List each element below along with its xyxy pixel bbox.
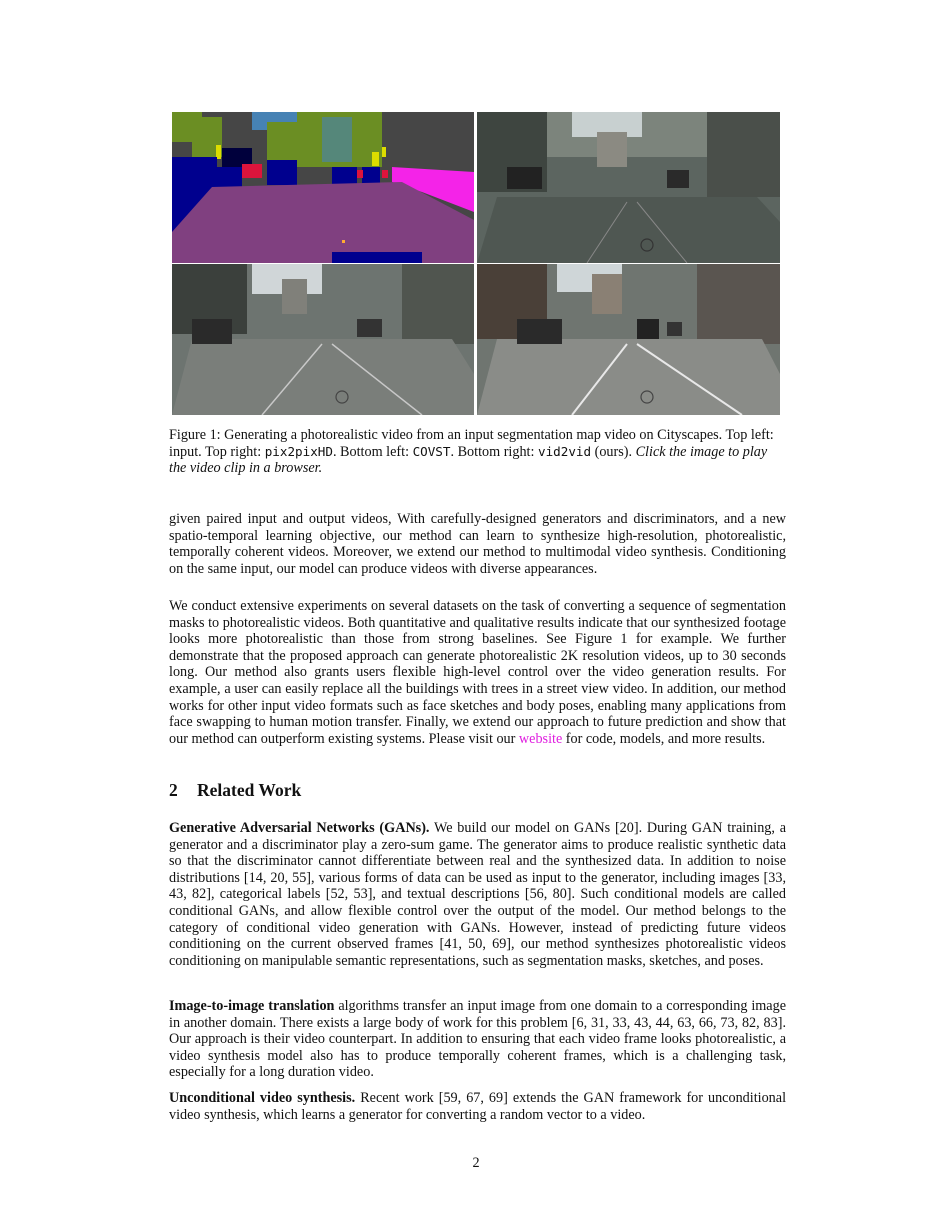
website-link[interactable]: website <box>518 730 563 747</box>
method-covst: COVST <box>412 443 451 459</box>
segmentation-input-panel[interactable] <box>172 112 474 263</box>
related-uvs-paragraph: Unconditional video synthesis. Recent work [59, 67, 69] extends the GAN framework for unconditional video synthesis, which learns a generator for converting a random vector to a video. <box>169 1090 787 1123</box>
page-number: 2 <box>472 1155 480 1171</box>
method-vid2vid: vid2vid <box>537 443 592 459</box>
caption-play-hint: Click the image to play the video clip in a browser. <box>169 443 768 476</box>
section-heading <box>169 780 301 801</box>
related-gans-paragraph: Generative Adversarial Networks (GANs). We build our model on GANs [20]. During GAN training, a generator and a discriminator play a zero-sum game. The generator aims to produce realistic synthetic data so that the discriminator cannot differentiate between real and the synthesized data. In addition to noise distributions [14, 20, 55], various forms of data can be used as input to the generator, including images [33, 43, 82], categorical labels [52, 53], and textual descriptions [56, 80]. Such conditional models are called conditional GANs, and allow flexible control over the output of the model. Our method belongs to the category of conditional video generation with GANs. However, instead of predicting future videos conditioning on the current observed frames [41, 50, 69], our method synthesizes photorealistic videos conditioning on manipulable semantic representations, such as segmentation masks, sketches, and poses. <box>169 820 786 969</box>
intro-paragraph-1: given paired input and output videos, With carefully-designed generators and discriminators, and a new spatio-temporal learning objective, our method can learn to synthesize high-resolution, photorealistic, temporally coherent videos. Moreover, we extend our method to multimodal video synthesis. Conditioning on the same input, our model can produce videos with diverse appearances. <box>169 511 786 577</box>
i2i-heading: Image-to-image translation <box>169 998 335 1014</box>
pix2pixhd-output-panel[interactable] <box>477 112 780 263</box>
vid2vid-output-panel[interactable] <box>477 264 780 415</box>
figure-1[interactable] <box>172 112 780 415</box>
section-title: Related Work <box>197 780 302 800</box>
figure-caption: Figure 1: Generating a photorealistic video from an input segmentation map video on Cityscapes. Top left: input. Top right: pix2pixHD. Bottom left: COVST. Bottom right: vid2vid (ours). Click the image to play the video clip in a browser. <box>169 427 774 476</box>
section-number: 2 <box>169 780 178 800</box>
gans-heading: Generative Adversarial Networks (GANs). <box>169 820 430 836</box>
method-pix2pixhd: pix2pixHD <box>264 443 333 459</box>
uvs-heading: Unconditional video synthesis. <box>169 1090 356 1106</box>
intro-paragraph-2: We conduct extensive experiments on several datasets on the task of converting a sequence of segmentation masks to photorealistic videos. Both quantitative and qualitative results indicate that our synthesized footage looks more photorealistic than those from strong baselines. See Figure 1 for example. We further demonstrate that the proposed approach can generate photorealistic 2K resolution videos, up to 30 seconds long. Our method also grants users flexible high-level control over the video generation results. For example, a user can easily replace all the buildings with trees in a street view video. In addition, our method works for other input video formats such as face sketches and body poses, enabling many applications from face swapping to human motion transfer. Finally, we extend our approach to future prediction and show that our method can outperform existing systems. Please visit our website for code, models, and more results. <box>169 598 786 747</box>
related-i2i-paragraph: Image-to-image translation algorithms transfer an input image from one domain to a corresponding image in another domain. There exists a large body of work for this problem [6, 31, 33, 43, 44, 63, 66, 73, 82, 83]. Our approach is their video counterpart. In addition to ensuring that each video frame looks photorealistic, a video synthesis model also has to produce temporally coherent frames, which is a challenging task, especially for a long duration video. <box>169 998 786 1081</box>
covst-output-panel[interactable] <box>172 264 474 415</box>
caption-label: Figure 1: <box>169 427 221 443</box>
